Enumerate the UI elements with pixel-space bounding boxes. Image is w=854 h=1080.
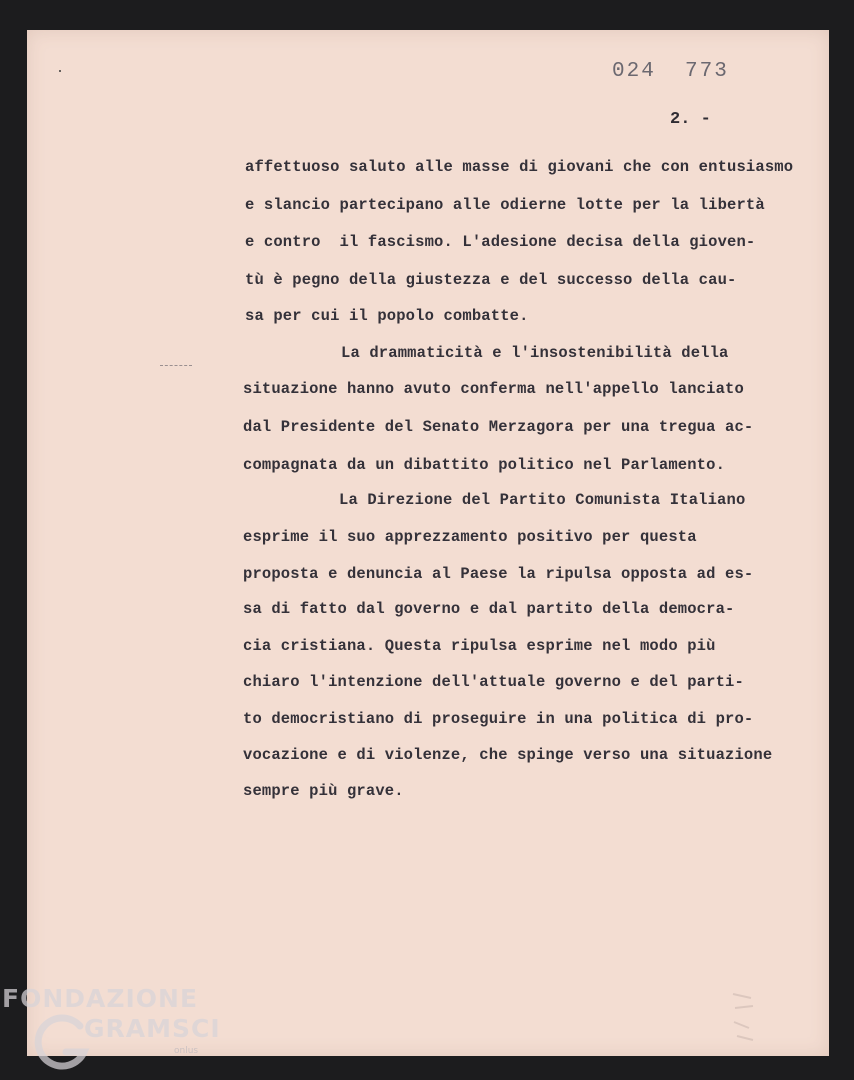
paragraph-start-line: La drammaticità e l'insostenibilità della <box>341 344 729 362</box>
text-line: tù è pegno della giustezza e del successo della cau- <box>245 271 737 289</box>
text-line: situazione hanno avuto conferma nell'appello lanciato <box>243 380 744 398</box>
text-line: to democristiano di proseguire in una politica di pro- <box>243 710 754 728</box>
text-line: sempre più grave. <box>243 782 404 800</box>
page-number: 2. - <box>670 110 711 129</box>
text-line: e contro il fascismo. L'adesione decisa della gioven- <box>245 233 756 251</box>
ink-speck <box>59 70 61 72</box>
text-line: sa per cui il popolo combatte. <box>245 307 529 325</box>
archive-number: 024 773 <box>612 60 729 83</box>
text-line: cia cristiana. Questa ripulsa esprime nel modo più <box>243 637 716 655</box>
logo-text-onlus: onlus <box>174 1046 199 1056</box>
text-line: dal Presidente del Senato Merzagora per una tregua ac- <box>243 418 754 436</box>
paragraph-start-line: La Direzione del Partito Comunista Italiano <box>339 491 746 509</box>
document-page <box>27 30 829 1056</box>
text-line: e slancio partecipano alle odierne lotte per la libertà <box>245 196 765 214</box>
text-line: esprime il suo apprezzamento positivo per questa <box>243 528 697 546</box>
margin-pencil-mark <box>160 365 192 366</box>
text-line: sa di fatto dal governo e dal partito della democra- <box>243 600 735 618</box>
text-line: affettuoso saluto alle masse di giovani che con entusiasmo <box>245 158 794 176</box>
text-line: vocazione e di violenze, che spinge verso una situazione <box>243 746 773 764</box>
text-line: compagnata da un dibattito politico nel Parlamento. <box>243 456 726 474</box>
logo-text-fondazione: FONDAZIONE <box>2 984 199 1013</box>
fondazione-gramsci-logo <box>2 984 222 1080</box>
faint-stamp-mark <box>729 988 757 1048</box>
logo-text-gramsci: GRAMSCI <box>84 1014 221 1043</box>
text-line: chiaro l'intenzione dell'attuale governo e del parti- <box>243 673 744 691</box>
text-line: proposta e denuncia al Paese la ripulsa opposta ad es- <box>243 565 754 583</box>
